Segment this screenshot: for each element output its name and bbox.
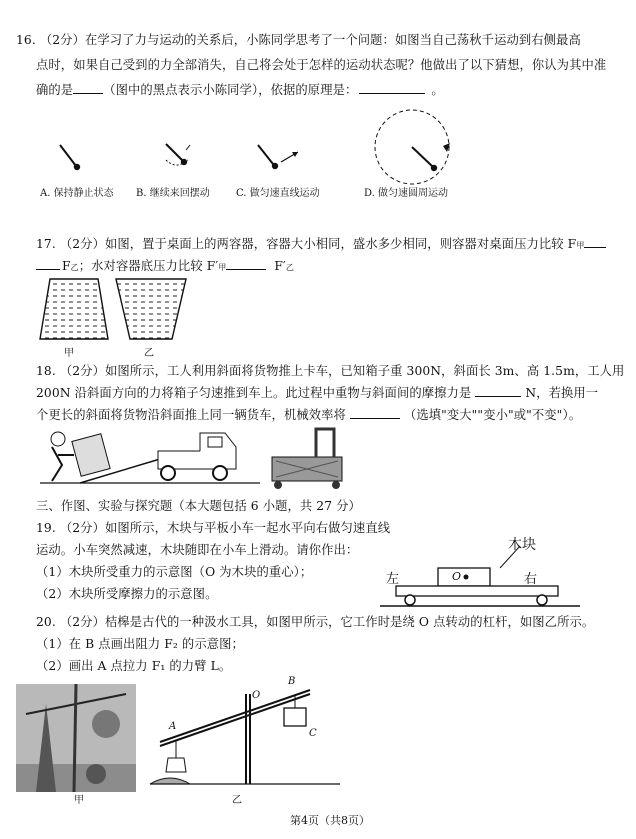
q17-text-b: ；水对容器底压力比较 F′ bbox=[78, 259, 219, 273]
q16-line2: 点时，如果自己受到的力全部消失，自己将会处于怎样的运动状态呢？他做出了以下猜想，你认为其中准 bbox=[36, 58, 607, 72]
q16-option-d[interactable]: D. 做匀速圆周运动 bbox=[364, 188, 449, 199]
q17-blank1-b[interactable] bbox=[36, 269, 60, 270]
cart-photo bbox=[272, 429, 342, 489]
q19-label-o: O bbox=[452, 570, 462, 583]
section3-title: 三、作图、实验与探究题（本大题包括 6 小题，共 27 分） bbox=[36, 499, 361, 513]
q17-label-yi: 乙 bbox=[144, 348, 154, 359]
q17-sub-yi: 乙 bbox=[70, 263, 79, 272]
q17-containers bbox=[36, 275, 196, 345]
q19-label-block: 木块 bbox=[508, 537, 536, 553]
q16-answer-blank[interactable] bbox=[73, 93, 103, 94]
q17-line2 bbox=[36, 258, 294, 276]
swing-b-figure bbox=[166, 144, 190, 165]
q18-text-d: （选填"变大""变小"或"不变"）。 bbox=[403, 408, 582, 422]
q19-line1: 19. （2分）如图所示，木块与平板小车一起水平向右做匀速直线 bbox=[36, 521, 391, 535]
container-jia bbox=[40, 279, 108, 339]
q18-line1: 18. （2分）如图所示，工人利用斜面将货物推上卡车，已知箱子重 300N，斜面长 3m、高 1.5m，工人用 bbox=[36, 364, 625, 378]
q20-label-jia: 甲 bbox=[74, 795, 84, 806]
q17-label-jia: 甲 bbox=[64, 348, 74, 359]
q18-text-b: N，若换用一 bbox=[525, 386, 599, 400]
q16-text-c: 。 bbox=[431, 83, 444, 97]
q17-text-f: F bbox=[62, 259, 71, 273]
q16-text-b: （图中的黑点表示小陈同学），依据的原理是： bbox=[103, 83, 358, 97]
q16-principle-blank[interactable] bbox=[359, 93, 425, 94]
swing-c-figure bbox=[258, 145, 298, 169]
q19-item2: （2）木块所受摩擦力的示意图。 bbox=[36, 587, 218, 601]
q17-text-c: F′ bbox=[274, 259, 286, 273]
q17-sub-jia-2: 甲 bbox=[218, 263, 227, 272]
q17-blank2[interactable] bbox=[226, 269, 266, 270]
q16-swing-figures bbox=[0, 100, 636, 200]
q17-line1 bbox=[36, 236, 606, 254]
q16-option-c[interactable]: C. 做匀速直线运动 bbox=[236, 188, 320, 199]
swing-a-figure bbox=[60, 145, 80, 170]
q20-label-o: O bbox=[252, 690, 261, 701]
q20-label-a: A bbox=[169, 721, 177, 732]
q20-label-b: B bbox=[288, 676, 296, 687]
q20-label-c: C bbox=[309, 728, 317, 739]
q18-line2 bbox=[36, 385, 598, 401]
q19-item1: （1）木块所受重力的示意图（O 为木块的重心）； bbox=[36, 565, 313, 579]
q18-efficiency-blank[interactable] bbox=[350, 418, 400, 419]
q20-item1: （1）在 B 点画出阻力 F₂ 的示意图； bbox=[36, 637, 244, 651]
q19-label-right: 右 bbox=[524, 572, 538, 587]
q17-sub-yi-2: 乙 bbox=[285, 263, 295, 272]
q17-sub-jia: 甲 bbox=[576, 241, 585, 250]
q18-line3 bbox=[36, 407, 581, 423]
q18-text-c: 个更长的斜面将货物沿斜面推上同一辆货车，机械效率将 bbox=[36, 408, 346, 422]
page-footer: 第4页（共8页） bbox=[290, 814, 370, 827]
q18-text-a: 200N 沿斜面方向的力将箱子匀速推到车上。此过程中重物与斜面间的摩擦力是 bbox=[36, 386, 472, 400]
q20-photo-jia bbox=[16, 684, 136, 792]
q20-label-yi: 乙 bbox=[232, 795, 242, 806]
q20-item2: （2）画出 A 点拉力 F₁ 的力臂 L。 bbox=[36, 659, 232, 673]
q19-cart-figure bbox=[380, 532, 580, 612]
q17-text-a: 17. （2分）如图，置于桌面上的两容器，容器大小相同，盛水多少相同，则容器对桌面压力比较 F bbox=[36, 237, 577, 251]
q18-friction-blank[interactable] bbox=[475, 396, 521, 397]
container-yi bbox=[116, 279, 186, 339]
q16-option-a[interactable]: A. 保持静止状态 bbox=[40, 188, 114, 199]
swing-d-figure bbox=[375, 110, 450, 184]
q17-blank1-a[interactable] bbox=[584, 247, 606, 248]
q16-option-b[interactable]: B. 继续来回摆动 bbox=[136, 188, 210, 199]
q20-line1: 20. （2分）桔槔是古代的一种汲水工具，如图甲所示，它工作时是绕 O 点转动的杠杆，如图乙所示。 bbox=[36, 615, 595, 629]
q19-line2: 运动。小车突然减速，木块随即在小车上滑动。请你作出： bbox=[36, 543, 359, 557]
q18-truck-ramp-figure bbox=[40, 425, 370, 495]
q19-label-left: 左 bbox=[386, 572, 400, 587]
q16-line1: 16. （2分）在学习了力与运动的关系后，小陈同学思考了一个问题：如图当自己荡秋千运动到右侧最高 bbox=[16, 33, 581, 47]
q16-text-a: 确的是 bbox=[36, 83, 74, 97]
q16-line3 bbox=[36, 82, 444, 98]
